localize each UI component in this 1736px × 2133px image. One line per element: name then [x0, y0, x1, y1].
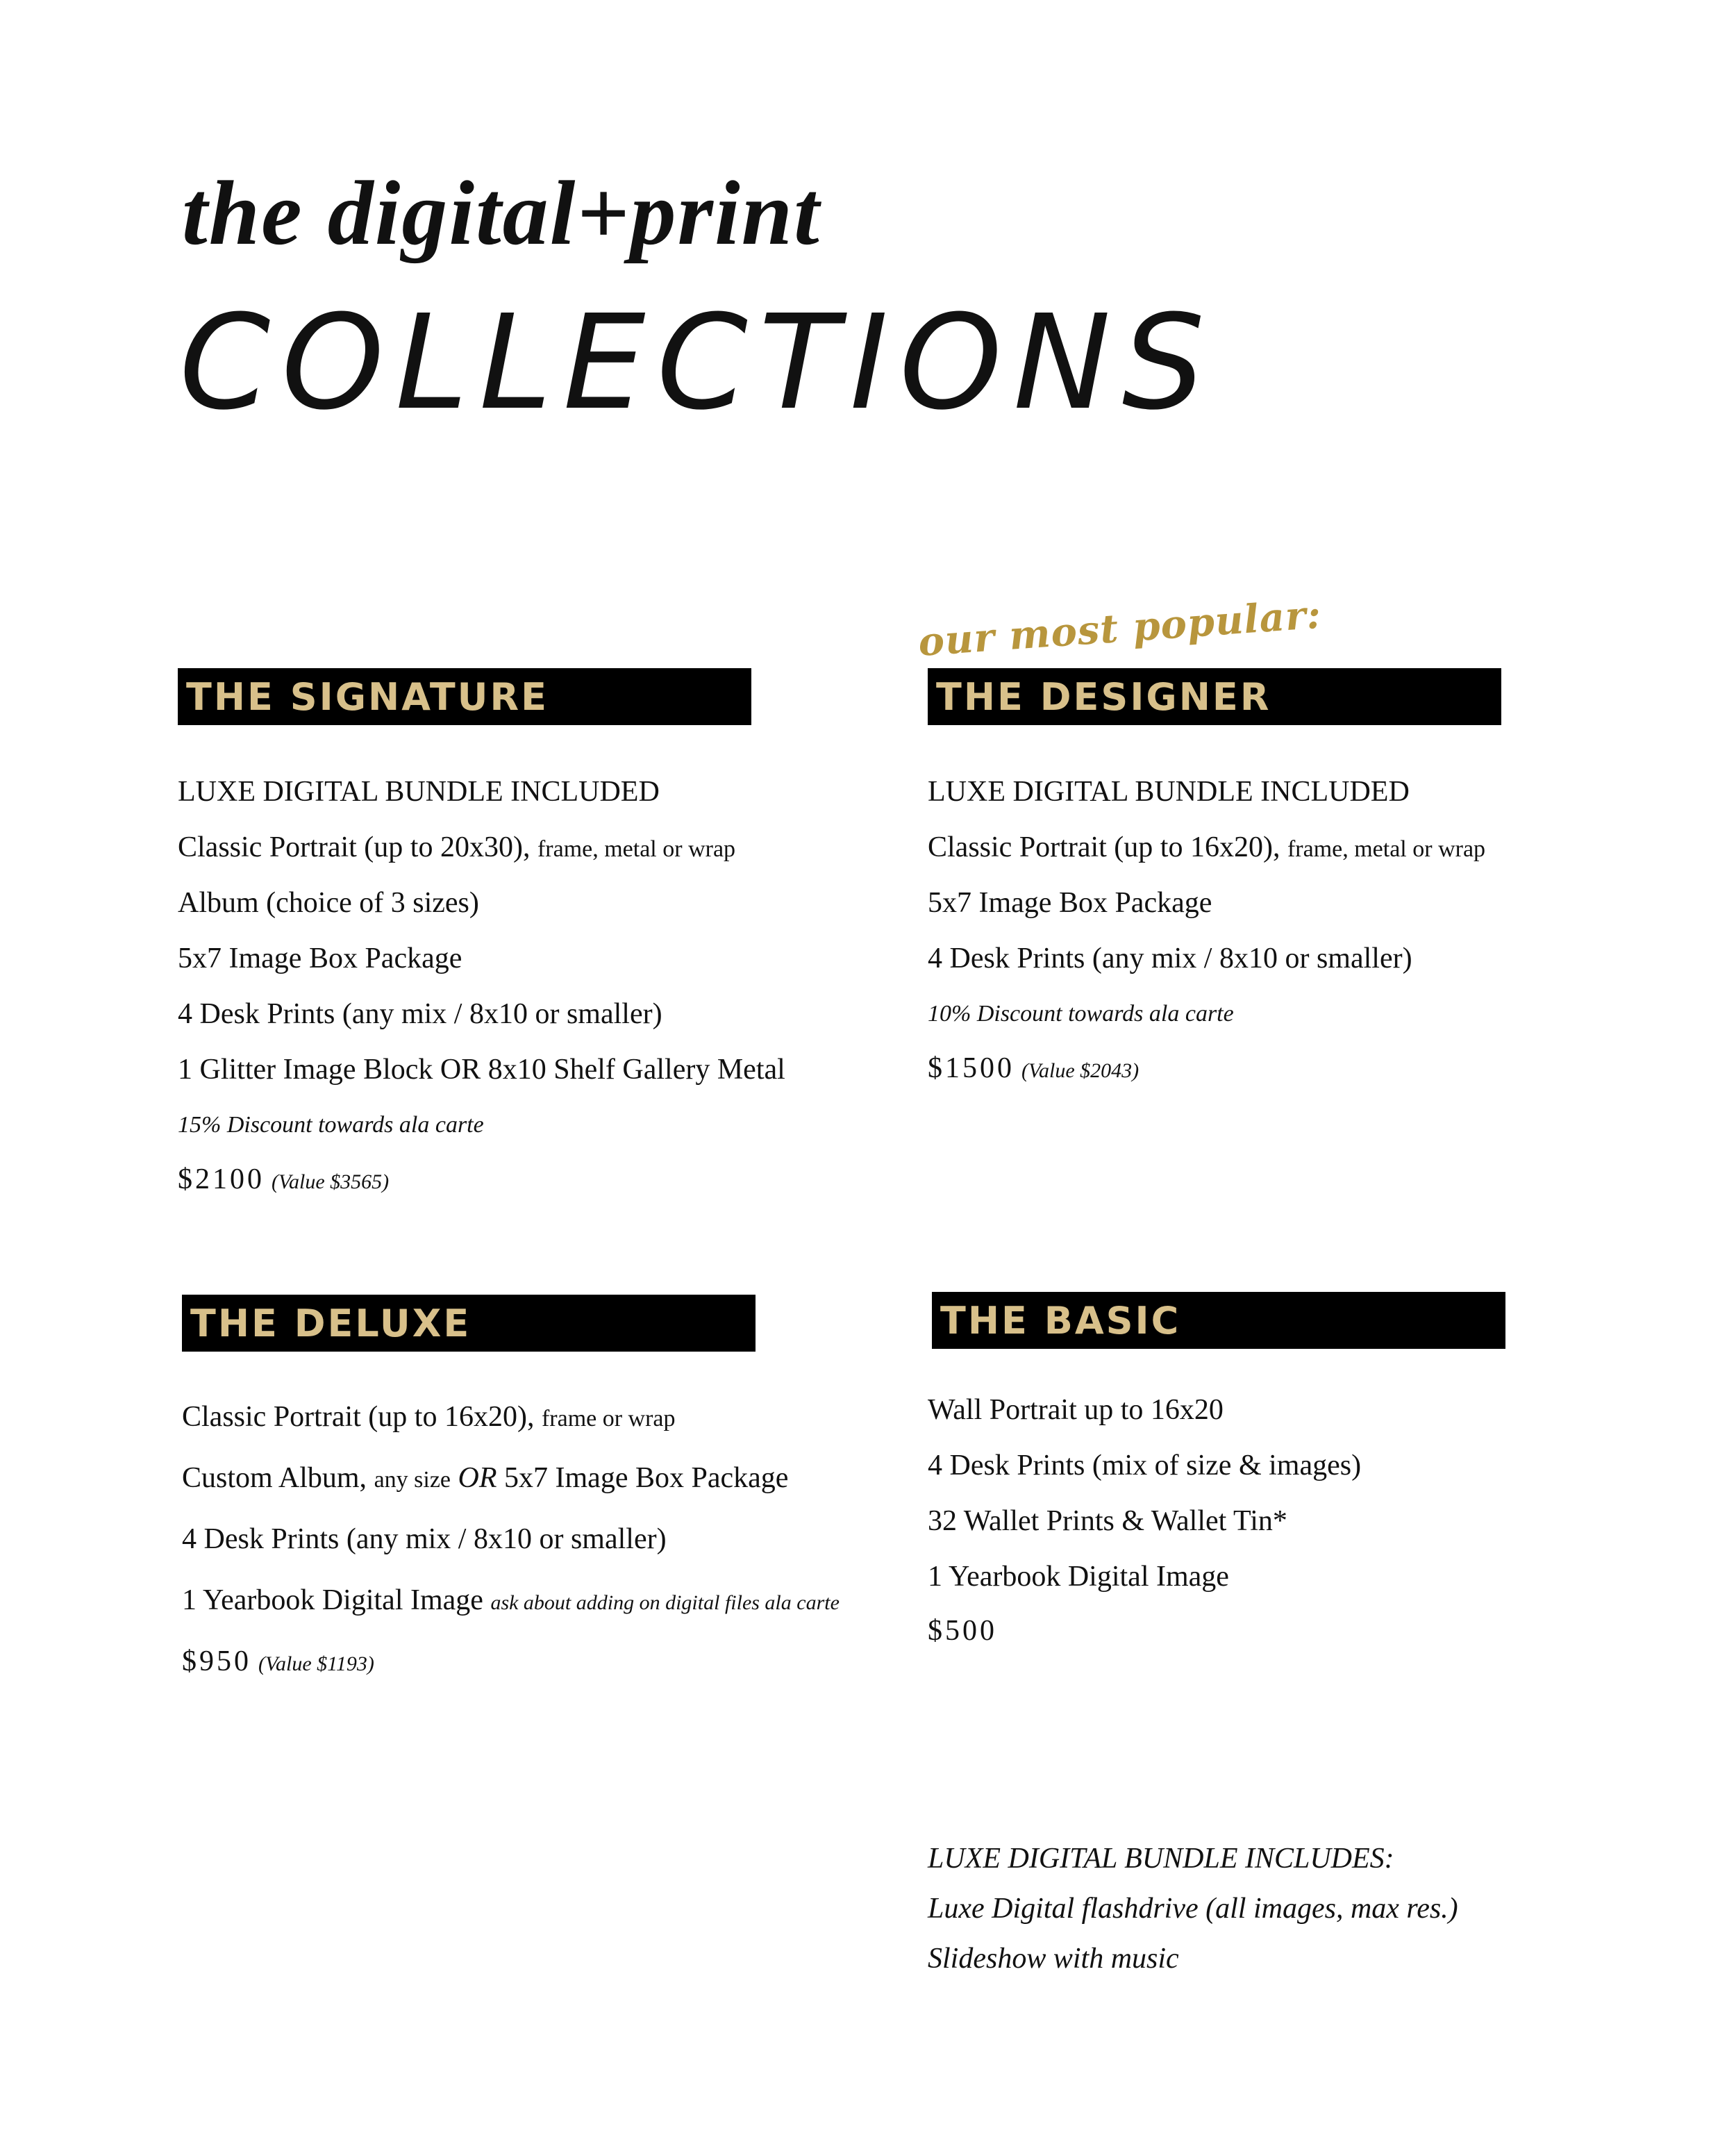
package-value: (Value $1193) [258, 1652, 374, 1675]
package-title: THE SIGNATURE [186, 674, 549, 719]
package-title: THE DELUXE [190, 1301, 471, 1345]
package-title-bar [182, 1295, 756, 1352]
bundle-info-line: Luxe Digital flashdrive (all images, max res.) [928, 1893, 1458, 1925]
package-item-list [928, 764, 1736, 986]
package-signature [178, 668, 997, 1209]
package-item-detail: frame, metal or wrap [1287, 836, 1486, 862]
package-designer [928, 668, 1736, 1097]
package-item: 32 Wallet Prints & Wallet Tin* [928, 1505, 1287, 1537]
package-item-rest: 5x7 Image Box Package [504, 1462, 789, 1494]
package-item-detail: any size [374, 1467, 451, 1493]
package-price: $2100 [178, 1163, 265, 1195]
package-item: 5x7 Image Box Package [178, 943, 462, 974]
package-item: 4 Desk Prints (any mix / 8x10 or smaller) [182, 1523, 667, 1555]
package-item-main: 1 Yearbook Digital Image [182, 1584, 483, 1616]
package-item [928, 820, 1736, 875]
package-item: 4 Desk Prints (any mix / 8x10 or smaller) [178, 998, 662, 1030]
package-title-bar [178, 668, 751, 725]
package-item-list [928, 1382, 1736, 1604]
package-item [178, 820, 997, 875]
package-item: 4 Desk Prints (any mix / 8x10 or smaller) [928, 943, 1412, 974]
bundle-info [928, 1834, 1458, 1984]
package-item: Album (choice of 3 sizes) [178, 887, 479, 919]
headline-collections: COLLECTIONS [179, 287, 1217, 439]
package-price-line [928, 1604, 1736, 1657]
package-value: (Value $3565) [272, 1170, 390, 1193]
package-price-line [178, 1153, 997, 1209]
package-title: THE DESIGNER [936, 674, 1271, 719]
package-price: $500 [928, 1615, 997, 1647]
package-item-list [182, 1386, 1001, 1631]
package-item-or: OR [458, 1462, 497, 1494]
package-title-bar [928, 668, 1501, 725]
package-item-main: Custom Album, [182, 1462, 367, 1494]
most-popular-tag: our most popular: [917, 591, 1324, 666]
package-item-detail: frame or wrap [541, 1406, 676, 1431]
package-price: $1500 [928, 1052, 1015, 1084]
package-title-bar [932, 1292, 1505, 1349]
package-price-line [182, 1631, 1001, 1692]
package-item-main: Classic Portrait (up to 20x30), [178, 831, 531, 863]
package-item [182, 1447, 1001, 1509]
bundle-info-line: Slideshow with music [928, 1943, 1179, 1975]
package-item [182, 1386, 1001, 1447]
package-item: 1 Glitter Image Block OR 8x10 Shelf Gallery Metal [178, 1054, 785, 1086]
package-basic [928, 1292, 1736, 1657]
headline-digital-print: the digital+print [182, 162, 821, 264]
package-item-list [178, 764, 997, 1097]
package-item: 4 Desk Prints (mix of size & images) [928, 1450, 1362, 1482]
package-item [182, 1570, 1001, 1631]
package-value: (Value $2043) [1021, 1059, 1140, 1082]
package-item: 5x7 Image Box Package [928, 887, 1212, 919]
package-title: THE BASIC [940, 1298, 1181, 1343]
package-item-detail: ask about adding on digital files ala carte [490, 1591, 840, 1614]
package-discount: 10% Discount towards ala carte [928, 1001, 1234, 1027]
package-item-main: Classic Portrait (up to 16x20), [182, 1401, 535, 1433]
package-deluxe [182, 1295, 1001, 1692]
package-item: LUXE DIGITAL BUNDLE INCLUDED [178, 776, 660, 808]
bundle-info-heading: LUXE DIGITAL BUNDLE INCLUDES: [928, 1843, 1394, 1875]
package-discount: 15% Discount towards ala carte [178, 1112, 484, 1138]
package-item: LUXE DIGITAL BUNDLE INCLUDED [928, 776, 1410, 808]
package-item: 1 Yearbook Digital Image [928, 1561, 1229, 1593]
package-price-line [928, 1042, 1736, 1097]
package-item-main: Classic Portrait (up to 16x20), [928, 831, 1280, 863]
package-item: Wall Portrait up to 16x20 [928, 1394, 1224, 1426]
package-item-detail: frame, metal or wrap [537, 836, 736, 862]
package-price: $950 [182, 1645, 251, 1677]
